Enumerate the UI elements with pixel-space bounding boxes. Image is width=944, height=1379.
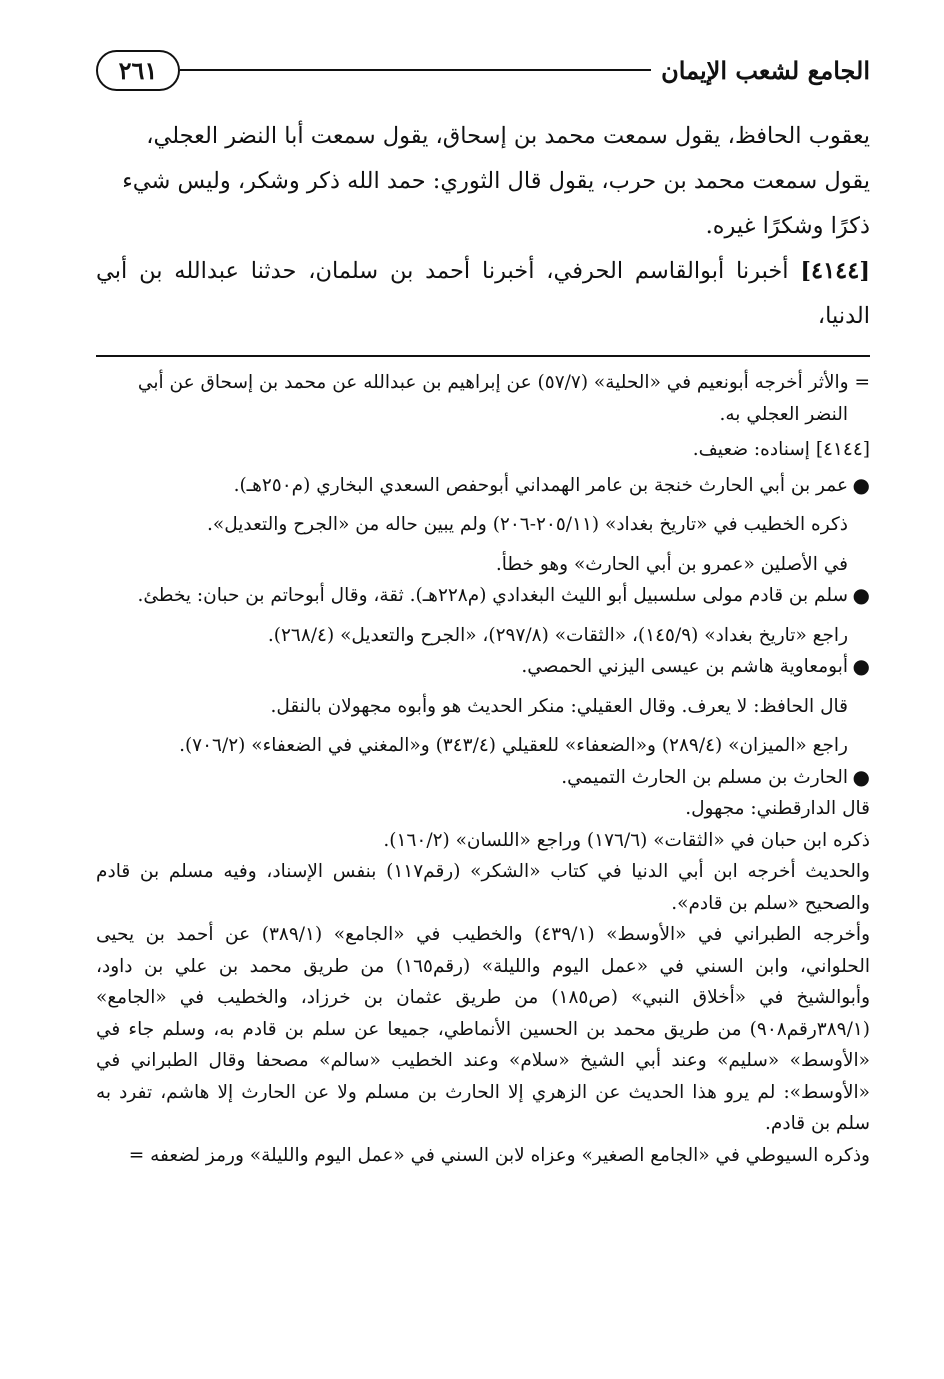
header-rule — [180, 69, 651, 71]
narrator-name: أبومعاوية هاشم بن عيسى اليزني الحمصي. — [521, 656, 848, 677]
main-text — [96, 114, 870, 339]
narrator-name: الحارث بن مسلم بن الحارث التميمي. — [561, 766, 848, 788]
footnote-paragraph: وأخرجه الطبراني في «الأوسط» (٤٣٩/١) والخطيب في «الجامع» (٣٨٩/١) عن أحمد بن يحيى الحلواني، وابن السني في «عمل اليوم والليلة» (رقم١٦٥) من طريق محمد بن علي بن داود، وأبوالشيخ في «أخلاق النبي» (ص١٨٥) من طريق عثمان بن خرزاد، والخطيب في «الجامع» (٣٨٩/١رقم٩٠٨) من طريق محمد بن الحسين الأنماطي، جميعا عن سلم بن قادم به، وسلم جاء في «الأوسط» «سليم» وعند أبي الشيخ «سلام» وعند الخطيب «سالم» مصحفا وقال الطبراني في «الأوسط»: لم يرو هذا الحديث عن الزهري إلا الحارث بن مسلم ولا عن الحارث إلا هاشم، تفرد به سلم بن قادم. — [96, 924, 871, 1134]
main-line: يقول سمعت محمد بن حرب، يقول قال الثوري: حمد الله ذكر وشكر، وليس شيء — [122, 168, 870, 194]
bullet-icon: ● — [852, 472, 870, 497]
narrator-entry — [96, 470, 870, 502]
bullet-icon: ● — [852, 764, 870, 789]
narrator-name: عمر بن أبي الحارث خنجة بن عامر الهمداني أبوحفص السعدي البخاري (م٢٥٠هـ). — [233, 474, 848, 496]
page-header — [96, 40, 870, 100]
narrator-name: سلم بن قادم مولى سلسبيل أبو الليث البغدادي (م٢٢٨هـ). ثقة، وقال أبوحاتم بن حبان: يخطئ. — [137, 585, 848, 606]
page-number-badge: ٢٦١ — [96, 50, 180, 91]
narrator-entry — [96, 762, 870, 794]
narrator-note: راجع «تاريخ بغداد» (١٤٥/٩)، «الثقات» (٢٩٧/٨)، «الجرح والتعديل» (٢٦٨/٤). — [267, 624, 848, 646]
isnad-heading: [٤١٤٤] إسناده: ضعيف. — [692, 439, 870, 460]
narrator-note: قال الدارقطني: مجهول. — [685, 798, 870, 819]
narrator-note: ذكره ابن حبان في «الثقات» (١٧٦/٦) وراجع «اللسان» (١٦٠/٢). — [383, 829, 870, 851]
hadith-number: [٤١٤٤] — [800, 258, 870, 284]
footnote-paragraph: وذكره السيوطي في «الجامع الصغير» وعزاه لابن السني في «عمل اليوم والليلة» ورمز لضعفه = — [128, 1144, 870, 1166]
narrator-entry — [96, 580, 870, 612]
main-line: يعقوب الحافظ، يقول سمعت محمد بن إسحاق، يقول سمعت أبا النضر العجلي، — [146, 123, 870, 149]
footnote-continuation: النضر العجلي به. — [719, 403, 848, 425]
book-page — [96, 40, 870, 1171]
bullet-icon: ● — [852, 583, 870, 607]
narrator-note: راجع «الميزان» (٢٨٩/٤) و«الضعفاء» للعقيلي (٣٤٣/٤) و«المغني في الضعفاء» (٧٠٦/٢). — [179, 735, 848, 756]
hadith-text: أخبرنا أبوالقاسم الحرفي، أخبرنا أحمد بن سلمان، حدثنا عبدالله بن أبي الدنيا، — [96, 258, 870, 329]
narrator-note: قال الحافظ: لا يعرف. وقال العقيلي: منكر الحديث هو وأبوه مجهولان بالنقل. — [270, 695, 848, 717]
hadith-entry — [96, 249, 870, 339]
footnote-paragraph: والحديث أخرجه ابن أبي الدنيا في كتاب «الشكر» (رقم١١٧) بنفس الإسناد، وفيه مسلم بن قادم والصحيح «سلم بن قادم». — [96, 861, 870, 914]
narrator-entry — [96, 651, 870, 683]
narrator-note: ذكره الخطيب في «تاريخ بغداد» (٢٠٥/١١-٢٠٦) ولم يبين حاله من «الجرح والتعديل». — [207, 514, 848, 535]
running-book-title: الجامع لشعب الإيمان — [661, 55, 870, 85]
main-line: ذكرًا وشكرًا غيره. — [705, 213, 870, 239]
footnote-separator — [96, 355, 870, 357]
bullet-icon: ● — [852, 654, 870, 678]
footnote-continuation: = والأثر أخرجه أبونعيم في «الحلية» (٥٧/٧) عن إبراهيم بن عبدالله عن محمد بن إسحاق عن أبي — [137, 372, 870, 393]
narrator-note: في الأصلين «عمرو بن أبي الحارث» وهو خطأ. — [495, 553, 848, 575]
footnotes — [96, 367, 870, 1171]
